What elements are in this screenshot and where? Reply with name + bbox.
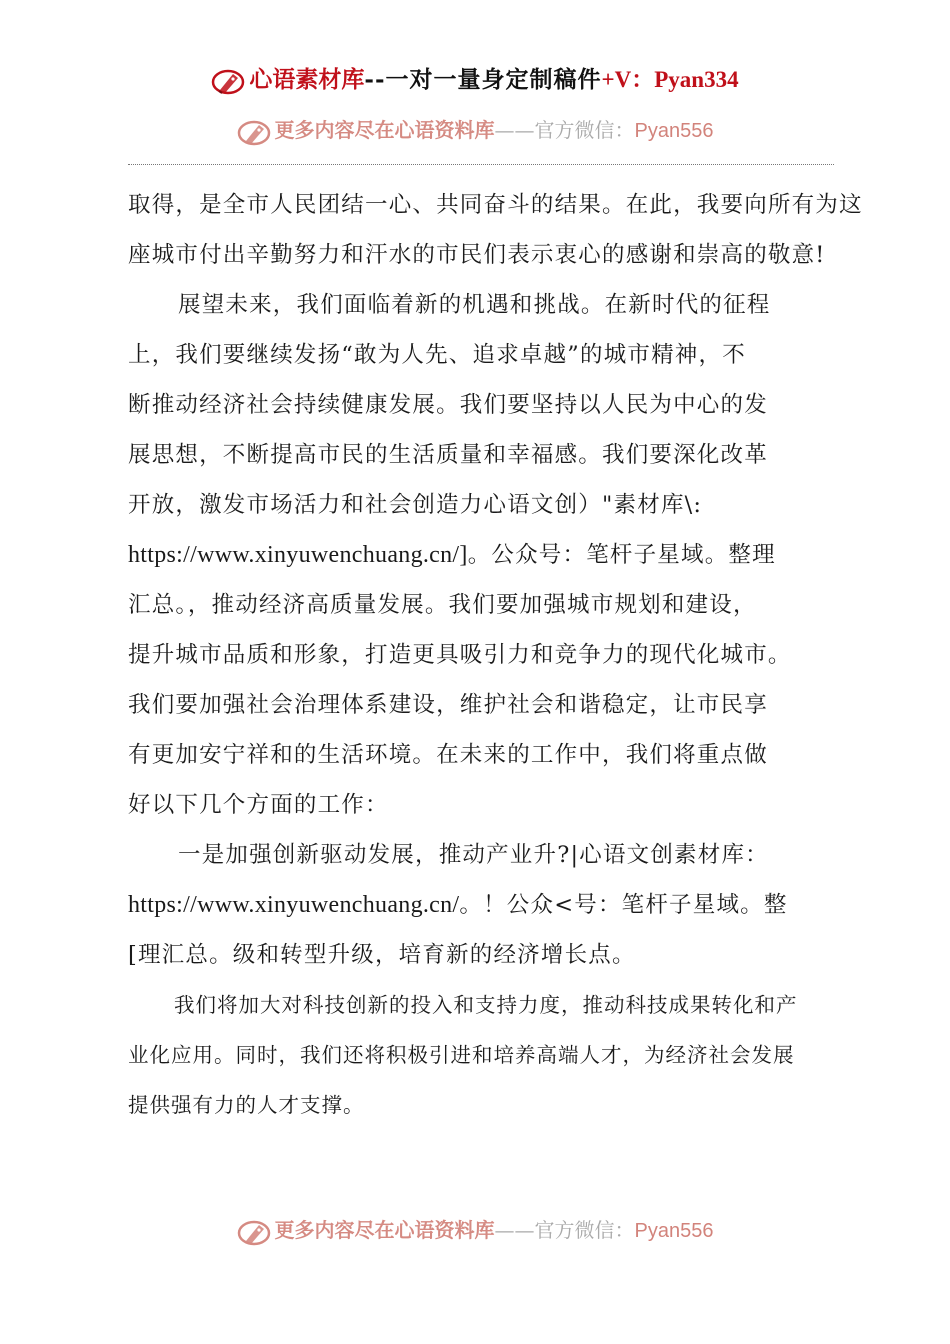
page-header (0, 62, 950, 98)
text-line-content: 。公众号：笔杆子星域。整理 (467, 542, 776, 568)
subheader-text: 更多内容尽在心语资料库 (274, 118, 495, 142)
paragraph-1 (128, 180, 863, 280)
url-link[interactable]: https://www.xinyuwenchuang.cn/ (128, 892, 460, 918)
subheader-dash: —— (494, 118, 535, 142)
text-line: 展思想，不断提高市民的生活质量和幸福感。我们要深化改革 (128, 442, 768, 468)
text-line: 取得，是全市人民团结一心、共同奋斗的结果。在此，我要向所有为这 (128, 192, 863, 218)
text-line: 提供强有力的人才支撑。 (128, 1093, 365, 1117)
header-contact: +V：Pyan334 (601, 67, 739, 92)
text-line-content: 展望未来，我们面临着新的机遇和挑战。在新时代的征程 (178, 292, 771, 318)
subheader (0, 114, 950, 147)
text-line (128, 280, 834, 330)
text-line: 座城市付出辛勤努力和汗水的市民们表示衷心的感谢和崇高的敬意! (128, 242, 826, 268)
footer-dash: —— (494, 1218, 535, 1242)
text-line (128, 880, 834, 930)
text-line: 好以下几个方面的工作： (128, 792, 389, 818)
text-line-content: 一是加强创新驱动发展，推动产业升?|心语文创素材库： (178, 842, 769, 868)
header-brand: 心语素材库 (249, 66, 365, 93)
text-line-content: 。！公众<号：笔杆子星域。整 (459, 892, 788, 918)
text-line: 断推动经济社会持续健康发展。我们要坚持以人民为中心的发 (128, 392, 768, 418)
text-line (128, 830, 834, 880)
text-line: 汇总。，推动经济高质量发展。我们要加强城市规划和建设， (128, 592, 757, 618)
subheader-wechat-id: Pyan556 (634, 120, 714, 142)
text-line: 有更加安宁祥和的生活环境。在未来的工作中，我们将重点做 (128, 742, 768, 768)
footer-text: 更多内容尽在心语资料库 (274, 1218, 495, 1242)
text-line: 我们要加强社会治理体系建设，维护社会和谐稳定，让市民享 (128, 692, 768, 718)
text-line (128, 980, 834, 1030)
header-divider (128, 164, 834, 165)
text-line: 提升城市品质和形象，打造更具吸引力和竞争力的现代化城市。 (128, 642, 792, 668)
text-line-content: 我们将加大对科技创新的投入和支持力度，推动科技成果转化和产 (174, 993, 798, 1017)
text-line: 开放，激发市场活力和社会创造力心语文创）"素材库\: (128, 492, 703, 518)
subheader-wechat-label: 官方微信： (534, 118, 635, 142)
text-line: [理汇总。级和转型升级，培育新的经济增长点。 (128, 942, 636, 968)
document-body (128, 180, 863, 1130)
url-link[interactable]: https://www.xinyuwenchuang.cn/] (128, 542, 468, 568)
footer-wechat-id: Pyan556 (634, 1220, 714, 1242)
pen-nib-logo-icon (211, 66, 247, 96)
pen-nib-logo-icon (237, 1217, 273, 1247)
page-footer (0, 1214, 950, 1247)
header-slogan: 一对一量身定制稿件 (385, 66, 602, 93)
footer-wechat-label: 官方微信： (534, 1218, 635, 1242)
text-line (128, 530, 834, 580)
paragraph-3 (128, 830, 834, 980)
header-separator: -- (364, 66, 386, 93)
text-line: 上，我们要继续发扬“敢为人先、追求卓越”的城市精神，不 (128, 342, 746, 368)
paragraph-2 (128, 280, 834, 830)
pen-nib-logo-icon (237, 117, 273, 147)
paragraph-4 (128, 980, 834, 1130)
text-line: 业化应用。同时，我们还将积极引进和培养高端人才，为经济社会发展 (128, 1043, 795, 1067)
